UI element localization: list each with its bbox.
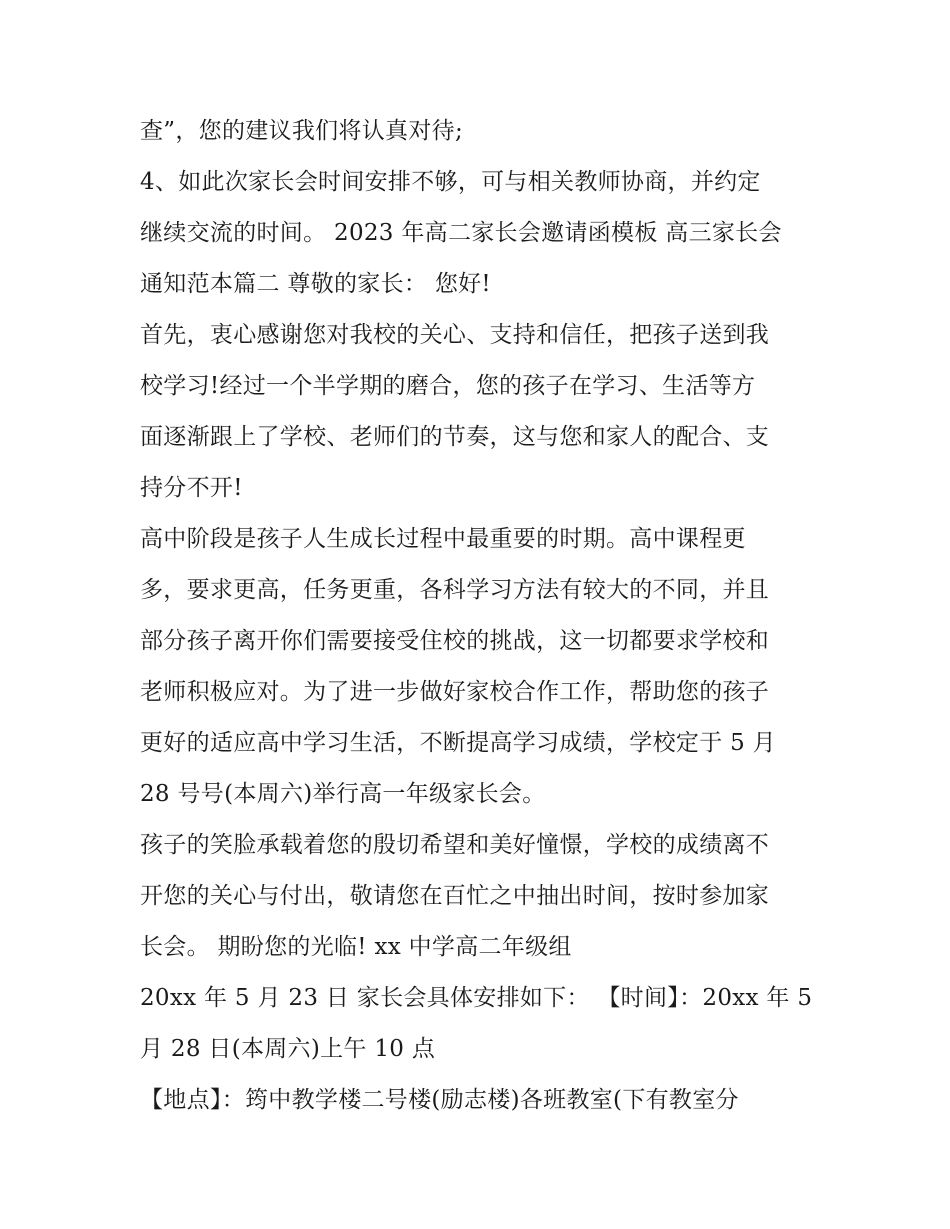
text-line: 持分不开! bbox=[140, 475, 243, 501]
text-line: 部分孩子离开你们需要接受住校的挑战，这一切都要求学校和 bbox=[140, 628, 770, 654]
text-line: 更好的适应高中学习生活，不断提高学习成绩，学校定于 5 月 bbox=[140, 730, 776, 756]
text-line: 通知范本篇二 尊敬的家长： 您好! bbox=[140, 271, 491, 297]
text-line: 28 号号(本周六)举行高一年级家长会。 bbox=[140, 781, 546, 807]
text-line: 查”，您的建议我们将认真对待; bbox=[140, 118, 464, 144]
text-line: 校学习!经过一个半学期的磨合，您的孩子在学习、生活等方 bbox=[140, 373, 756, 399]
text-line: 【地点】：筠中教学楼二号楼(励志楼)各班教室(下有教室分 bbox=[140, 1087, 739, 1113]
text-line: 多，要求更高，任务更重，各科学习方法有较大的不同，并且 bbox=[140, 577, 770, 603]
text-line: 4、如此次家长会时间安排不够，可与相关教师协商，并约定 bbox=[140, 169, 761, 195]
text-line: 开您的关心与付出，敬请您在百忙之中抽出时间，按时参加家 bbox=[140, 883, 770, 909]
text-line: 20xx 年 5 月 23 日 家长会具体安排如下： 【时间】：20xx 年 5 bbox=[140, 985, 813, 1011]
text-line: 高中阶段是孩子人生成长过程中最重要的时期。高中课程更 bbox=[140, 526, 746, 552]
document-body bbox=[140, 106, 830, 1126]
text-line: 老师积极应对。为了进一步做好家校合作工作，帮助您的孩子 bbox=[140, 679, 770, 705]
text-line: 面逐渐跟上了学校、老师们的节奏，这与您和家人的配合、支 bbox=[140, 424, 770, 450]
text-line: 继续交流的时间。 2023 年高二家长会邀请函模板 高三家长会 bbox=[140, 220, 782, 246]
text-line: 月 28 日(本周六)上午 10 点 bbox=[140, 1036, 436, 1062]
text-line: 长会。 期盼您的光临! xx 中学高二年级组 bbox=[140, 934, 572, 960]
text-line: 首先，衷心感谢您对我校的关心、支持和信任，把孩子送到我 bbox=[140, 322, 770, 348]
text-line: 孩子的笑脸承载着您的殷切希望和美好憧憬，学校的成绩离不 bbox=[140, 832, 770, 858]
